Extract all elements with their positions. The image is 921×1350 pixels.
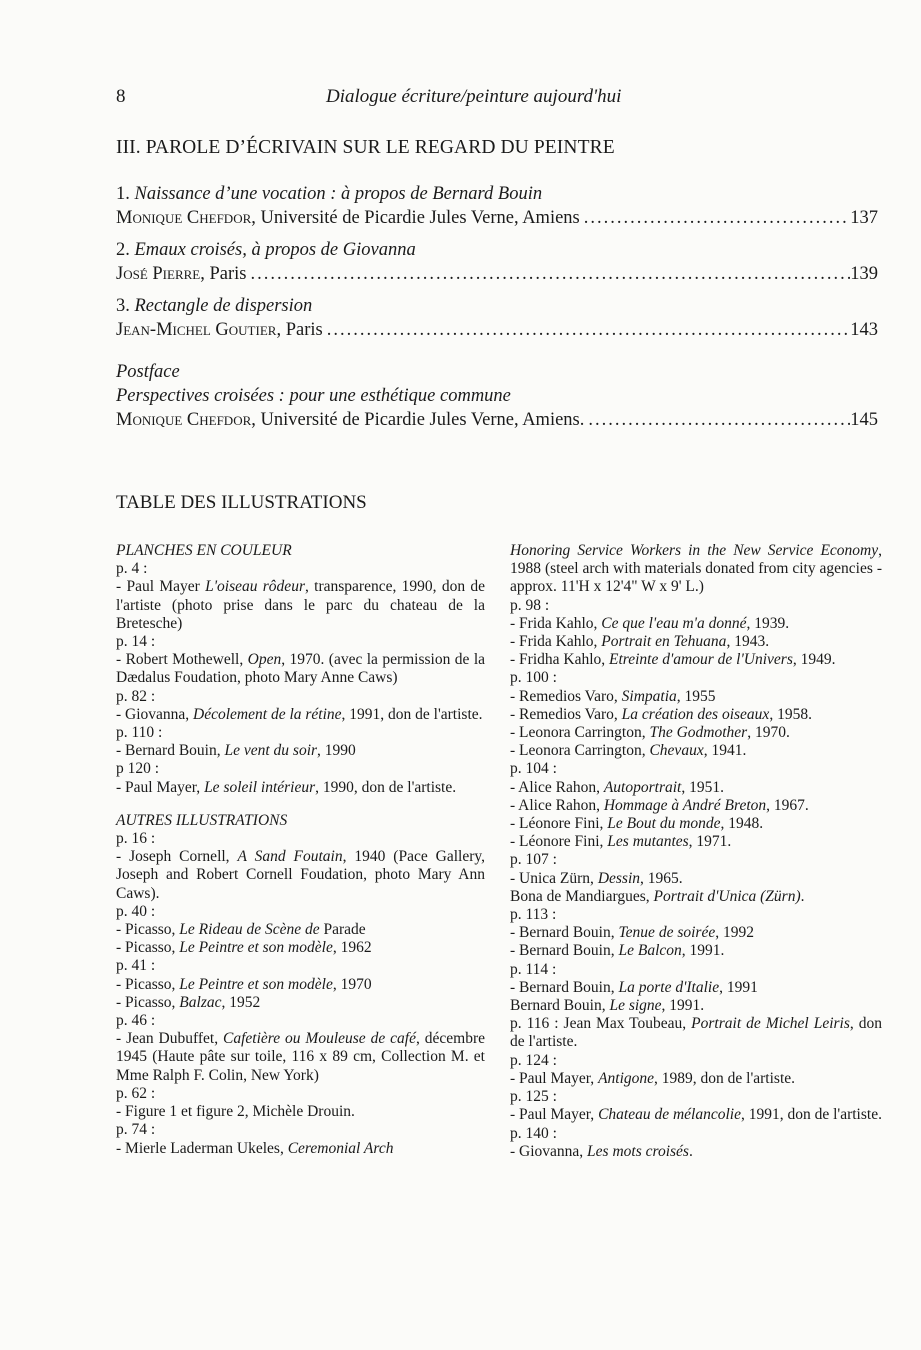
artist-name: - Paul Mayer,	[116, 778, 205, 796]
illustration-entry	[116, 651, 485, 687]
illustration-line: p. 4 :	[116, 560, 148, 578]
artwork-details: , 1988 (steel arch with materials donated from city agencies - approx. 11'H x 12'4" W x 9' L.)	[510, 542, 882, 596]
author-last-name: Chefdor	[186, 208, 252, 228]
artist-name: - Remedios Varo,	[510, 705, 622, 723]
author-first-name: Monique	[116, 410, 183, 430]
artwork-title: Le Rideau de Scène de	[179, 921, 320, 939]
illustration-entry	[510, 942, 882, 960]
toc-entry-page: 137	[850, 208, 878, 228]
author-first-name: José	[116, 264, 148, 284]
toc-entry-page: 139	[850, 264, 878, 284]
illustration-line: p. 107 :	[510, 851, 557, 869]
artist-name: p. 116 : Jean Max Toubeau,	[510, 1015, 692, 1033]
illustration-line: p. 16 :	[116, 830, 156, 848]
artist-name: Bernard Bouin,	[510, 997, 610, 1015]
artist-name: - Unica Zürn,	[510, 869, 598, 887]
toc-entry-page: 143	[850, 320, 878, 340]
illustration-entry	[510, 724, 882, 742]
illustration-entry	[116, 994, 485, 1012]
artist-name: - Paul Mayer,	[510, 1069, 599, 1087]
illustration-line: p. 125 :	[510, 1088, 557, 1106]
artwork-title: Chevaux	[649, 742, 704, 760]
author-first-name: Jean-Michel	[116, 320, 211, 340]
artist-name: - Jean Dubuffet,	[116, 1030, 223, 1048]
artist-name: - Leonora Carrington,	[510, 724, 650, 742]
artwork-title: Open	[247, 651, 282, 669]
running-title: Dialogue écriture/peinture aujourd'hui	[326, 86, 622, 107]
leader-dots	[584, 408, 850, 432]
artwork-title: La création des oiseaux	[621, 705, 770, 723]
toc-entry-title-text: Naissance d’une vocation : à propos de Bernard Bouin	[134, 184, 543, 204]
illustration-entry	[510, 688, 882, 706]
artwork-details: , 1991, don de l'artiste.	[341, 705, 483, 723]
illustration-line: p. 14 :	[116, 633, 156, 651]
artwork-title: Portrait en Tehuana	[601, 633, 727, 651]
toc-entry-author	[116, 318, 323, 342]
illustration-entry	[510, 1015, 882, 1051]
artwork-details: , 1949.	[792, 651, 836, 669]
author-affiliation: , Université de Picardie Jules Verne, Amiens	[251, 208, 580, 228]
artwork-details: , 1970.	[747, 724, 790, 742]
toc-entry-title-text: Emaux croisés, à propos de Giovanna	[134, 240, 416, 260]
artist-name: - Picasso,	[116, 975, 180, 993]
toc-entry-author	[116, 206, 580, 230]
artwork-details: , 1991.	[681, 942, 725, 960]
toc-entry-author	[116, 408, 584, 432]
artwork-details: , 1951.	[681, 778, 724, 796]
artwork-title: Autoportrait	[603, 778, 682, 796]
illustration-entry	[116, 939, 485, 957]
artist-name: - Bernard Bouin,	[116, 742, 225, 760]
illustrations-subheading: PLANCHES EN COULEUR	[116, 542, 292, 559]
artist-name: - Remedios Varo,	[510, 687, 622, 705]
artist-name: - Robert Mothewell,	[116, 651, 248, 669]
artwork-title: Honoring Service Workers in the New Service Economy	[510, 542, 879, 559]
author-affiliation: , Paris	[276, 320, 323, 340]
illustration-line: p. 98 :	[510, 596, 550, 614]
toc-entries	[116, 182, 878, 440]
illustration-line: p. 140 :	[510, 1124, 557, 1142]
illustration-line: p 120 :	[116, 760, 160, 778]
running-head	[116, 86, 876, 112]
artist-name: - Joseph Cornell,	[116, 848, 238, 866]
artist-name: - Frida Kahlo,	[510, 633, 602, 651]
artwork-details: , 1939.	[746, 614, 790, 632]
artwork-details: , transparence, 1990, don de l'artiste (photo prise dans le parc du chateau de la Bretesche)	[116, 578, 485, 632]
illustration-entry	[510, 797, 882, 815]
artwork-title: Cafetière ou Mouleuse de café	[223, 1030, 416, 1048]
artist-name: - Picasso,	[116, 993, 180, 1011]
artwork-title: Le Peintre et son modèle	[179, 975, 333, 993]
illustration-entry	[510, 706, 882, 724]
artwork-details: , 1989, don de l'artiste.	[654, 1069, 796, 1087]
illustration-line: p. 124 :	[510, 1051, 557, 1069]
illustration-line: p. 74 :	[116, 1121, 156, 1139]
artwork-title: Ceremonial Arch	[287, 1139, 394, 1157]
artwork-details: , 1940 (Pace Gallery, Joseph and Robert Cornell Foudation, photo Mary Ann Caws).	[116, 848, 485, 902]
artist-name: - Leonora Carrington,	[510, 742, 650, 760]
artwork-title: Le signe	[609, 997, 662, 1015]
artwork-details: , 1970	[332, 975, 372, 993]
section-heading: III. PAROLE D’ÉCRIVAIN SUR LE REGARD DU PEINTRE	[116, 137, 615, 158]
illustration-line: p. 82 :	[116, 687, 156, 705]
illustrations-right-column	[510, 542, 882, 1161]
artwork-title: Antigone	[598, 1069, 655, 1087]
artwork-details: , 1992	[715, 924, 754, 942]
artwork-details: .	[800, 887, 805, 905]
artwork-title: Le Peintre et son modèle	[179, 939, 333, 957]
illustration-entry	[510, 1106, 882, 1124]
toc-entry-author	[116, 262, 246, 286]
illustration-line: p. 100 :	[510, 669, 557, 687]
postface-title: Perspectives croisées : pour une esthétique commune	[116, 386, 511, 406]
artwork-details: , 1990	[317, 742, 356, 760]
toc-entry-author-line	[116, 408, 878, 432]
illustration-entry	[116, 742, 485, 760]
artwork-title: Portrait d'Unica (Zürn)	[653, 887, 801, 905]
artist-name: - Bernard Bouin,	[510, 942, 619, 960]
illustration-line: p. 62 :	[116, 1084, 156, 1102]
author-affiliation: , Paris	[200, 264, 247, 284]
illustration-line: p. 114 :	[510, 960, 557, 978]
artwork-details: , don de l'artiste.	[510, 1015, 883, 1051]
artwork-details: Parade	[319, 921, 366, 939]
illustration-entry	[510, 979, 882, 997]
artwork-details: , 1962	[332, 939, 372, 957]
toc-entry-author-line	[116, 318, 878, 342]
artwork-title: Le soleil intérieur	[204, 778, 316, 796]
illustration-entry	[510, 542, 882, 597]
artwork-title: Les mots croisés	[587, 1142, 689, 1160]
illustration-entry	[510, 615, 882, 633]
artwork-title: Tenue de soirée	[618, 924, 716, 942]
artwork-details: , 1967.	[766, 796, 809, 814]
illustration-line: p. 40 :	[116, 902, 156, 920]
artwork-title: Le Balcon	[618, 942, 682, 960]
illustration-entry	[116, 578, 485, 633]
spacer	[116, 797, 485, 812]
artist-name: - Frida Kahlo,	[510, 614, 602, 632]
artwork-title: Portrait de Michel Leiris	[691, 1015, 850, 1033]
artwork-title: L'oiseau rôdeur	[205, 578, 305, 596]
artist-name: - Picasso,	[116, 921, 180, 939]
toc-entry-title	[116, 294, 878, 318]
illustration-entry	[116, 706, 485, 724]
artwork-details: .	[688, 1142, 693, 1160]
toc-entry-number: 3.	[116, 296, 130, 316]
illustration-entry	[116, 1030, 485, 1085]
author-last-name: Chefdor	[186, 410, 252, 430]
illustration-entry	[510, 779, 882, 797]
toc-entry-author-line	[116, 206, 878, 230]
toc-entry-title-text: Rectangle de dispersion	[134, 296, 313, 316]
illustration-line: p. 41 :	[116, 957, 156, 975]
leader-dots	[580, 206, 851, 230]
artwork-title: Hommage à André Breton	[603, 796, 767, 814]
artist-name: - Alice Rahon,	[510, 796, 604, 814]
artwork-details: , 1941.	[703, 742, 747, 760]
postface-label: Postface	[116, 362, 180, 382]
illustration-line: p. 104 :	[510, 760, 557, 778]
artwork-details: , 1991, don de l'artiste.	[740, 1106, 882, 1124]
toc-entry-title	[116, 238, 878, 262]
artwork-title: The Godmother	[649, 724, 748, 742]
artwork-title: La porte d'Italie	[618, 978, 720, 996]
artwork-details: , 1991.	[661, 997, 705, 1015]
toc-entry-author-line	[116, 262, 878, 286]
artwork-title: Balzac	[179, 993, 222, 1011]
illustrations-left-column	[116, 542, 485, 1158]
illustrations-subheading: AUTRES ILLUSTRATIONS	[116, 811, 288, 829]
artist-name: - Alice Rahon,	[510, 778, 604, 796]
toc-entry	[116, 182, 878, 230]
illustration-entry	[116, 921, 485, 939]
artist-name: - Paul Mayer,	[510, 1106, 599, 1124]
toc-entry	[116, 294, 878, 342]
toc-postface	[116, 360, 878, 432]
illustration-line: p. 46 :	[116, 1012, 156, 1030]
artwork-details: , 1970. (avec la permission de la Dædalus Foudation, photo Mary Anne Caws)	[116, 651, 485, 687]
illustration-entry	[510, 651, 882, 669]
illustration-entry	[510, 997, 882, 1015]
artist-name: - Paul Mayer	[116, 578, 206, 596]
author-last-name: Goutier	[215, 320, 277, 340]
artist-name: - Fridha Kahlo,	[510, 651, 610, 669]
artist-name: - Bernard Bouin,	[510, 924, 619, 942]
artwork-details: , 1971.	[688, 833, 732, 851]
artwork-title: Ce que l'eau m'a donné	[601, 614, 747, 632]
leader-dots	[323, 318, 851, 342]
toc-entry-number: 1.	[116, 184, 130, 204]
illustration-entry	[510, 888, 882, 906]
artwork-details: , 1948.	[720, 815, 764, 833]
artist-name: - Léonore Fini,	[510, 815, 608, 833]
artwork-details: , décembre 1945 (Haute pâte sur toile, 116 x 89 cm, Collection M. et Mme Ralph F. Colin, New York)	[116, 1030, 485, 1084]
artwork-title: Décolement de la rétine	[193, 705, 342, 723]
illustration-entry	[510, 815, 882, 833]
artwork-details: , 1991	[719, 978, 758, 996]
illustration-line: - Figure 1 et figure 2, Michèle Drouin.	[116, 1103, 355, 1121]
illustration-entry	[116, 976, 485, 994]
illustration-entry	[510, 633, 882, 651]
leader-dots	[246, 262, 850, 286]
illustration-entry	[510, 742, 882, 760]
author-affiliation: , Université de Picardie Jules Verne, Amiens.	[251, 410, 585, 430]
artwork-details: , 1943.	[726, 633, 770, 651]
illustration-line: p. 110 :	[116, 724, 163, 742]
artwork-details: , 1965.	[640, 869, 683, 887]
artwork-title: Le Bout du monde	[607, 815, 721, 833]
illustration-entry	[510, 1143, 882, 1161]
artwork-details: , 1955	[676, 687, 716, 705]
artist-name: - Giovanna,	[510, 1142, 588, 1160]
illustration-entry	[116, 848, 485, 903]
artwork-title: A Sand Foutain	[237, 848, 343, 866]
artwork-title: Chateau de mélancolie	[598, 1106, 741, 1124]
artwork-title: Les mutantes	[607, 833, 689, 851]
artist-name: - Picasso,	[116, 939, 180, 957]
artwork-details: , 1958.	[769, 705, 812, 723]
toc-entry-title	[116, 182, 878, 206]
artwork-title: Simpatia	[621, 687, 677, 705]
author-first-name: Monique	[116, 208, 183, 228]
illustration-entry	[116, 1140, 485, 1158]
toc-entry-page: 145	[850, 410, 878, 430]
illustration-line: p. 113 :	[510, 906, 557, 924]
toc-entry	[116, 238, 878, 286]
artwork-title: Etreinte d'amour de l'Univers	[609, 651, 793, 669]
illustration-entry	[510, 833, 882, 851]
artist-name: - Giovanna,	[116, 705, 194, 723]
artwork-title: Dessin	[597, 869, 641, 887]
artwork-details: , 1990, don de l'artiste.	[315, 778, 457, 796]
illustrations-heading: TABLE DES ILLUSTRATIONS	[116, 492, 367, 513]
artist-name: Bona de Mandiargues,	[510, 887, 654, 905]
page-number: 8	[116, 86, 126, 107]
artwork-details: , 1952	[221, 993, 261, 1011]
artist-name: - Mierle Laderman Ukeles,	[116, 1139, 288, 1157]
author-last-name: Pierre	[152, 264, 201, 284]
artwork-title: Le vent du soir	[224, 742, 318, 760]
illustration-entry	[510, 1070, 882, 1088]
toc-entry-number: 2.	[116, 240, 130, 260]
illustration-entry	[510, 870, 882, 888]
artist-name: - Bernard Bouin,	[510, 978, 619, 996]
artist-name: - Léonore Fini,	[510, 833, 608, 851]
illustration-entry	[116, 779, 485, 797]
illustration-entry	[510, 924, 882, 942]
